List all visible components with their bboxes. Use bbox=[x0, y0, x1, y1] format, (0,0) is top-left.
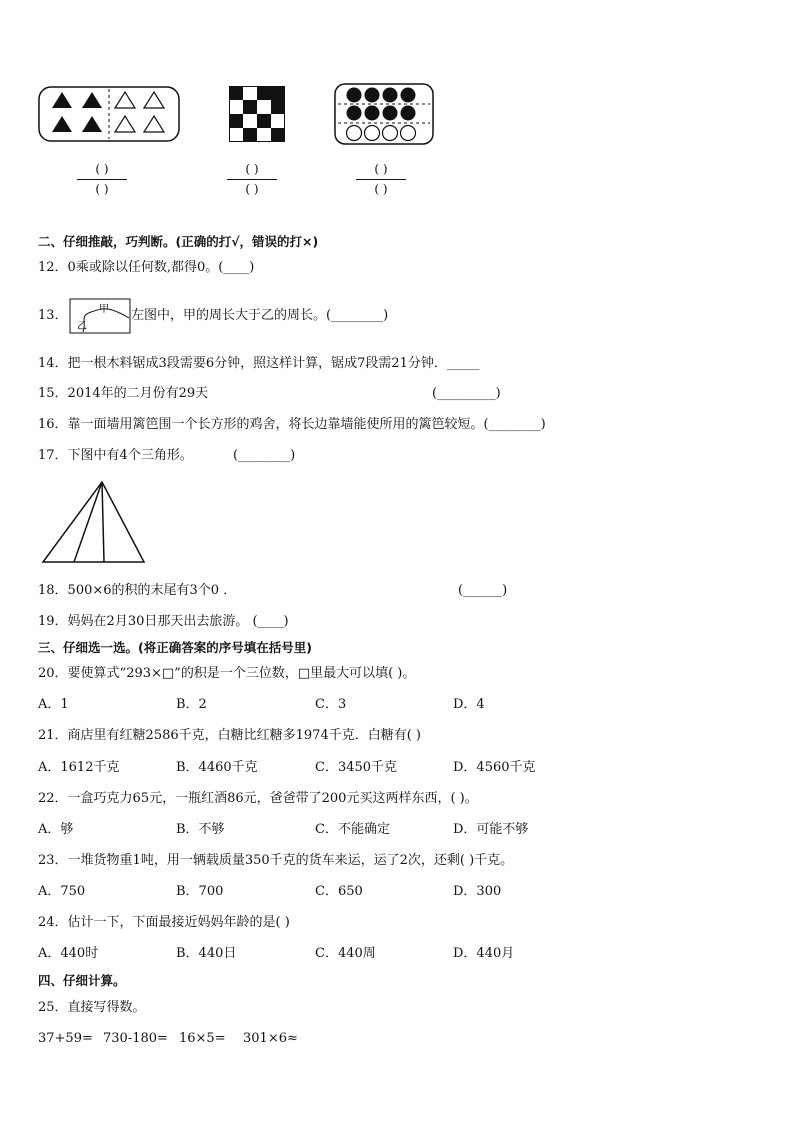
question-23: 23．一堆货物重1吨，用一辆载质量350千克的货车来运，运了2次，还剩( )千克。 bbox=[38, 853, 514, 868]
checker-cell bbox=[229, 114, 243, 128]
question-12: 12．0乘或除以任何数,都得0。(____) bbox=[38, 260, 255, 275]
option-c[interactable]: C．440周 bbox=[315, 946, 376, 961]
section2-header: 二、仔细推敲，巧判断。(正确的打√，错误的打×) bbox=[38, 234, 319, 249]
question-24: 24．估计一下，下面最接近妈妈年龄的是( ) bbox=[38, 915, 290, 930]
checker-cell bbox=[229, 128, 243, 142]
fraction-blank-1[interactable] bbox=[77, 162, 127, 196]
section3-header: 三、仔细选一选。(将正确答案的序号填在括号里) bbox=[38, 640, 312, 655]
question-15-blank[interactable]: (_________) bbox=[432, 386, 501, 401]
fraction-bar bbox=[77, 179, 127, 180]
question-16: 16．靠一面墙用篱笆围一个长方形的鸡舍，将长边靠墙能使所用的篱笆较短。(________) bbox=[38, 417, 546, 432]
checker-cell bbox=[257, 100, 271, 114]
option-a[interactable]: A．440时 bbox=[38, 946, 99, 961]
question-13-text: 左图中，甲的周长大于乙的周长。(________) bbox=[131, 308, 389, 323]
calc-item: 730-180= bbox=[103, 1031, 168, 1046]
fraction-numerator: ( ) bbox=[374, 162, 388, 176]
calc-item: 16×5= bbox=[179, 1031, 226, 1046]
question-20: 20．要使算式“293×□”的积是一个三位数，□里最大可以填( )。 bbox=[38, 666, 416, 681]
fraction-denominator: ( ) bbox=[95, 182, 109, 196]
question-15: 15．2014年的二月份有29天 bbox=[38, 386, 209, 401]
question-17-blank[interactable]: (________) bbox=[233, 448, 296, 463]
fraction-bar bbox=[227, 179, 277, 180]
checker-cell bbox=[257, 86, 271, 100]
question-18: 18．500×6的积的末尾有3个0 ． bbox=[38, 583, 237, 598]
calc-item: 301×6≈ bbox=[243, 1031, 298, 1046]
yi-label: 乙 bbox=[77, 321, 87, 332]
fraction-bar bbox=[356, 179, 406, 180]
option-b[interactable]: B．440日 bbox=[176, 946, 237, 961]
fraction-denominator: ( ) bbox=[374, 182, 388, 196]
fraction-numerator: ( ) bbox=[95, 162, 109, 176]
perimeter-figure bbox=[69, 298, 131, 334]
option-c[interactable]: C．3 bbox=[315, 697, 347, 712]
question-22: 22．一盒巧克力65元，一瓶红酒86元，爸爸带了200元买这两样东西，( )。 bbox=[38, 791, 478, 806]
question-13-number: 13． bbox=[38, 308, 68, 323]
checker-cell bbox=[257, 114, 271, 128]
checker-cell bbox=[271, 114, 285, 128]
checker-cell bbox=[243, 114, 257, 128]
checker-cell bbox=[229, 100, 243, 114]
question-14: 14．把一根木料锯成3段需要6分钟，照这样计算，锯成7段需21分钟．_____ bbox=[38, 356, 480, 371]
option-d[interactable]: D．440月 bbox=[453, 946, 515, 961]
option-c[interactable]: C．3450千克 bbox=[315, 760, 398, 775]
question-18-blank[interactable]: (______) bbox=[458, 583, 508, 598]
fraction-blank-3[interactable] bbox=[356, 162, 406, 196]
checker-cell bbox=[257, 128, 271, 142]
option-d[interactable]: D．可能不够 bbox=[453, 822, 529, 837]
circles-figure bbox=[334, 83, 434, 145]
checker-cell bbox=[229, 86, 243, 100]
fraction-denominator: ( ) bbox=[245, 182, 259, 196]
checker-cell bbox=[271, 86, 285, 100]
option-a[interactable]: A．750 bbox=[38, 884, 86, 899]
question-17: 17．下图中有4个三角形。 bbox=[38, 448, 193, 463]
checker-cell bbox=[271, 100, 285, 114]
option-b[interactable]: B．不够 bbox=[176, 822, 225, 837]
checker-cell bbox=[243, 86, 257, 100]
question-19: 19．妈妈在2月30日那天出去旅游。 (____) bbox=[38, 614, 289, 629]
jia-label: 甲 bbox=[99, 304, 109, 315]
option-a[interactable]: A．1 bbox=[38, 697, 69, 712]
triangle-figure bbox=[40, 480, 146, 566]
option-b[interactable]: B．2 bbox=[176, 697, 207, 712]
option-d[interactable]: D．4 bbox=[453, 697, 485, 712]
option-a[interactable]: A．1612千克 bbox=[38, 760, 120, 775]
option-b[interactable]: B．700 bbox=[176, 884, 224, 899]
option-c[interactable]: C．650 bbox=[315, 884, 363, 899]
question-25: 25．直接写得数。 bbox=[38, 1000, 146, 1015]
checker-cell bbox=[271, 128, 285, 142]
option-d[interactable]: D．300 bbox=[453, 884, 502, 899]
option-c[interactable]: C．不能确定 bbox=[315, 822, 390, 837]
fraction-numerator: ( ) bbox=[245, 162, 259, 176]
option-b[interactable]: B．4460千克 bbox=[176, 760, 258, 775]
option-d[interactable]: D．4560千克 bbox=[453, 760, 536, 775]
checker-cell bbox=[243, 100, 257, 114]
section4-header: 四、仔细计算。 bbox=[38, 973, 126, 988]
fraction-blank-2[interactable] bbox=[227, 162, 277, 196]
option-a[interactable]: A．够 bbox=[38, 822, 74, 837]
triangles-figure bbox=[38, 86, 180, 142]
checkerboard-figure bbox=[229, 86, 285, 142]
question-21: 21．商店里有红糖2586千克，白糖比红糖多1974千克．白糖有( ) bbox=[38, 728, 421, 743]
calc-item: 37+59= bbox=[38, 1031, 93, 1046]
checker-cell bbox=[243, 128, 257, 142]
